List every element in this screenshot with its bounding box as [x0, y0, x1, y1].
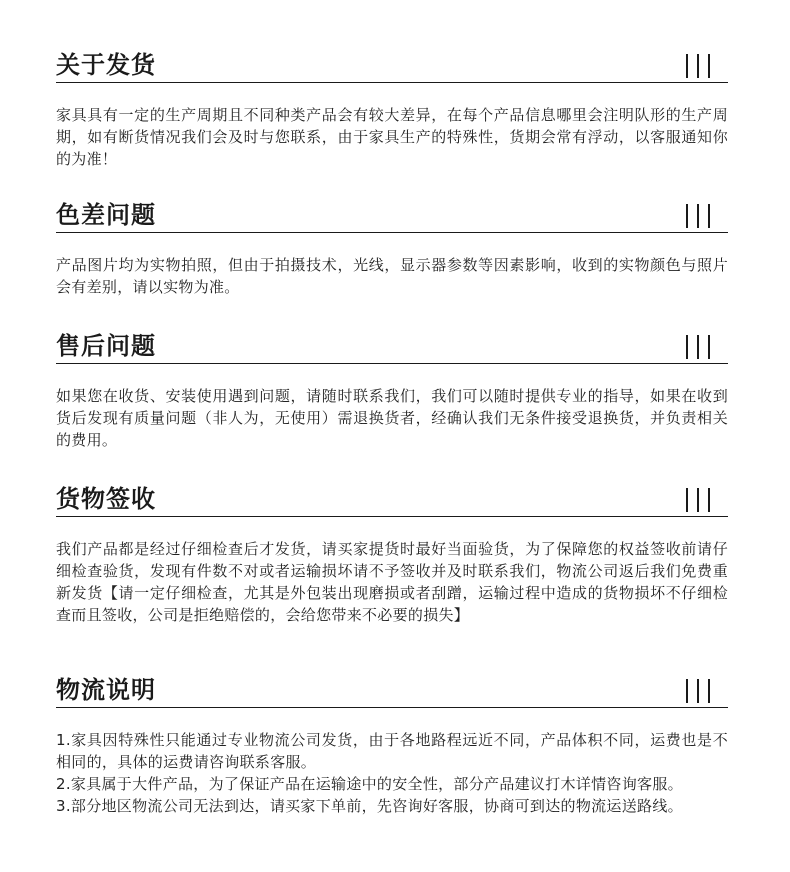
- logistics-item-2: 2.家具属于大件产品，为了保证产品在运输途中的安全性，部分产品建议打木详情咨询客服。: [56, 775, 683, 793]
- section-goods-receipt: [56, 480, 728, 626]
- section-after-sales: [56, 327, 728, 451]
- section-body: [56, 729, 728, 817]
- section-header: [56, 196, 728, 233]
- triple-bars-icon: [686, 54, 712, 78]
- section-body: [56, 538, 728, 626]
- section-body: [56, 254, 728, 298]
- section-header: [56, 46, 728, 83]
- section-title: 关于发货: [56, 51, 156, 79]
- logistics-item-3: 3.部分地区物流公司无法到达，请买家下单前，先咨询好客服，协商可到达的物流运送路线。: [56, 797, 683, 815]
- section-header: [56, 327, 728, 364]
- section-header: [56, 671, 728, 708]
- section-title: 物流说明: [56, 676, 156, 704]
- triple-bars-icon: [686, 204, 712, 228]
- section-paragraph: 如果您在收货、安装使用遇到问题，请随时联系我们，我们可以随时提供专业的指导，如果在收到货后发现有质量问题（非人为，无使用）需退换货者，经确认我们无条件接受退换货，并负责相关的费用。: [56, 387, 728, 449]
- section-body: [56, 385, 728, 451]
- logistics-item-1: 1.家具因特殊性只能通过专业物流公司发货，由于各地路程远近不同，产品体积不同，运费也是不相同的，具体的运费请咨询联系客服。: [56, 731, 728, 771]
- triple-bars-icon: [686, 679, 712, 703]
- section-header: [56, 480, 728, 517]
- section-paragraph: 产品图片均为实物拍照，但由于拍摄技术，光线，显示器参数等因素影响，收到的实物颜色与照片会有差别，请以实物为准。: [56, 256, 728, 296]
- section-shipping: [56, 46, 728, 170]
- triple-bars-icon: [686, 335, 712, 359]
- section-body: [56, 104, 728, 170]
- section-title: 售后问题: [56, 332, 156, 360]
- section-logistics: [56, 671, 728, 817]
- section-color-difference: [56, 196, 728, 298]
- section-paragraph: 我们产品都是经过仔细检查后才发货，请买家提货时最好当面验货，为了保障您的权益签收前请仔细检查验货，发现有件数不对或者运输损坏请不予签收并及时联系我们，物流公司返后我们免费重新发货【请一定仔细检查，尤其是外包装出现磨损或者刮蹭，运输过程中造成的货物损坏不仔细检查而且签收，公司是拒绝赔偿的，会给您带来不必要的损失】: [56, 540, 728, 624]
- section-title: 货物签收: [56, 485, 156, 513]
- section-title: 色差问题: [56, 201, 156, 229]
- section-paragraph: 家具具有一定的生产周期且不同种类产品会有较大差异，在每个产品信息哪里会注明队形的生产周期，如有断货情况我们会及时与您联系，由于家具生产的特殊性，货期会常有浮动，以客服通知你的为准！: [56, 106, 728, 168]
- triple-bars-icon: [686, 488, 712, 512]
